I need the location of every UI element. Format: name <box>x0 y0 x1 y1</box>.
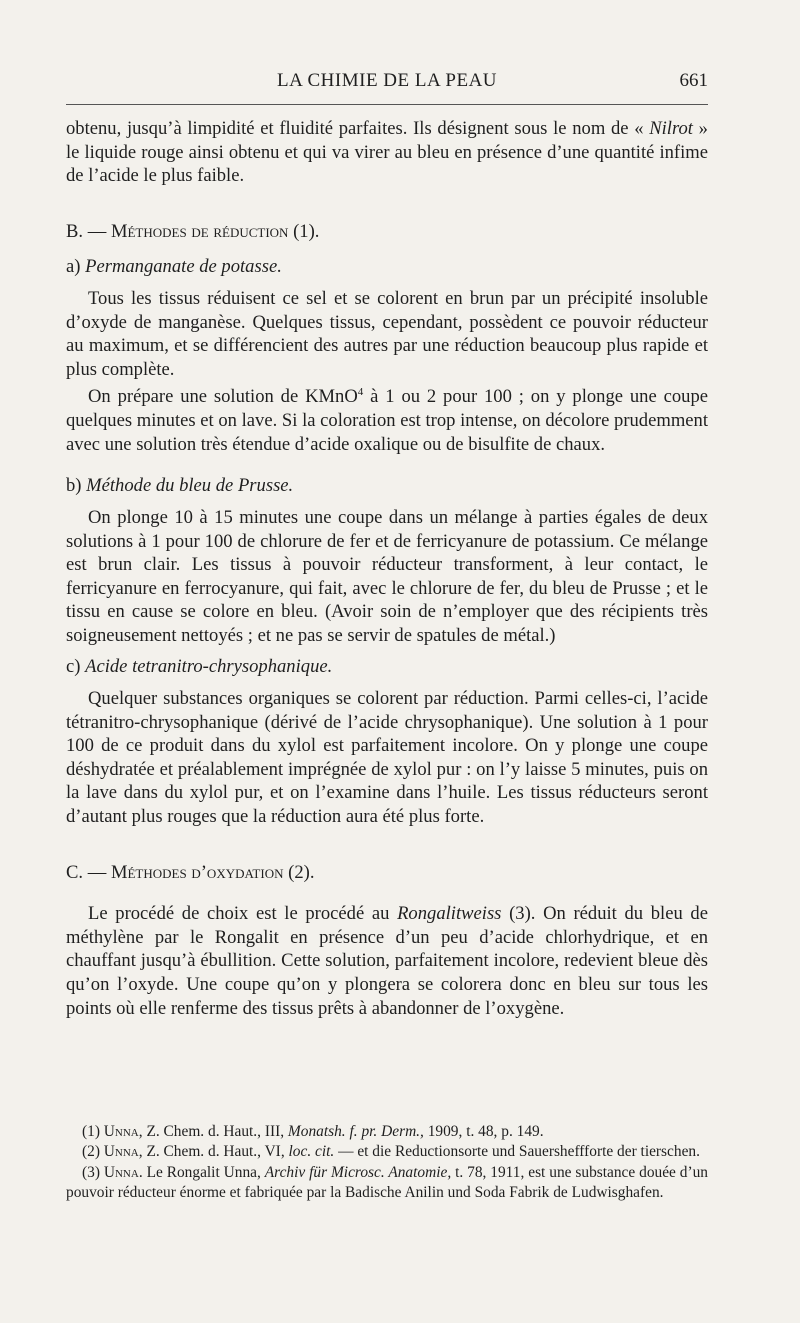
text-run: , Z. Chem. d. Haut., III, <box>138 1123 288 1140</box>
footnote-number: (1) <box>82 1123 104 1140</box>
text-run: obtenu, jusqu’à limpidité et fluidité parfaites. Ils désignent sous le nom de « <box>66 118 650 139</box>
paragraph-continued <box>66 117 708 188</box>
sub-label: c) <box>66 656 86 678</box>
running-header <box>66 70 708 100</box>
text-run: . Le Rongalit Unna, <box>138 1163 265 1181</box>
footnote-journal: Monatsh. f. pr. Derm., <box>287 1123 424 1140</box>
footnote-journal: Archiv für Microsc. Anatomie, <box>264 1163 452 1181</box>
text-run: — et die Reductionsorte und Sauersheffforte der tierschen. <box>334 1143 700 1161</box>
sub-label: a) <box>66 256 86 278</box>
footnote-1 <box>66 1122 708 1142</box>
italic-term: Nilrot <box>649 118 693 139</box>
section-title: Méthodes de réduction <box>110 220 289 242</box>
footnote-2 <box>66 1142 708 1162</box>
paragraph: On plonge 10 à 15 minutes une coupe dans un mélange à parties égales de deux solutions à 1 pour 100 de chlorure de fer et de ferricyanure de potassium. Ce mélange est brun clair. Les tissus à pouvoir réducteur transforment, à leur contact, le ferricyanure en ferrocyanure, qui fait, avec le chlorure de fer, du bleu de Prusse ; et le tissu en cause se colore en bleu. (Avoir soin de n’employer que des récipients très soigneusement nettoyés ; et ne pas se servir de spatules de métal.) <box>66 506 708 646</box>
section-heading-c <box>66 861 708 885</box>
footnote-ref: (1). <box>288 220 320 242</box>
text-run: On prépare une solution de KMnO <box>88 386 358 408</box>
paragraph: Quelquer substances organiques se colorent par réduction. Parmi celles-ci, l’acide tétranitro-chrysophanique (dérivé de l’acide chrysophanique). Une solution à 1 pour 100 de ce produit dans du xylol est parfaitement incolore. On y plonge une coupe déshydratée et préalablement imprégnée de xylol pur : on l’y laisse 5 minutes, puis on la lave dans du xylol pur, et on l’examine dans l’huile. Les tissus réducteurs seront d’autant plus rouges que la réduction aura été plus forte. <box>66 688 708 828</box>
section-title: Méthodes d’oxydation <box>110 861 284 883</box>
sub-title: Méthode du bleu de Prusse. <box>86 475 294 497</box>
footnotes <box>66 1122 708 1204</box>
section-prefix: B. — <box>66 220 111 242</box>
footnote-number: (2) <box>82 1143 104 1161</box>
footnote-3 <box>66 1163 708 1204</box>
section-heading-b <box>66 220 708 244</box>
paragraph: Tous les tissus réduisent ce sel et se colorent en brun par un précipité insoluble d’oxyde de manganèse. Quelques tissus, cependant, possèdent ce pouvoir réducteur au maximum, et se différencient des autres par une réduction beaucoup plus rapide et plus complète. <box>66 287 708 380</box>
text-run: Le procédé de choix est le procédé au <box>88 903 398 925</box>
footnote-ref: (2). <box>283 861 315 883</box>
text-run: (3). On réduit du bleu de méthylène par le Rongalit en présence d’un peu d’acide chlorhydrique, et en chauffant jusqu’à ébullition. Cette solution, parfaitement incolore, redevient bleue dès qu’on l’oxyde. Une coupe qu’on y plongera se colorera donc en bleu sur tous les points où elle renferme des tissus prêts à abandonner de l’oxygène. <box>66 903 708 1019</box>
footnote-journal: loc. cit. <box>288 1143 335 1161</box>
paragraph <box>66 381 708 456</box>
body-text <box>66 117 708 1020</box>
footnote-author: Unna <box>103 1123 139 1140</box>
subheading-a <box>66 255 708 279</box>
sub-title: Permanganate de potasse. <box>85 256 282 278</box>
text-run: t. 78, 1911, est une substance douée d’un pouvoir réducteur énorme et fabriquée par la Badische Anilin und Soda Fabrik de Ludwisghafen. <box>66 1163 708 1202</box>
subheading-c <box>66 655 708 679</box>
paragraph <box>66 902 708 1020</box>
italic-term: Rongalitweiss <box>397 903 502 925</box>
sub-title: Acide tetranitro-chrysophanique. <box>85 656 333 678</box>
sub-label: b) <box>66 475 87 497</box>
superscript: 4 <box>357 386 364 399</box>
text-run: » le liquide rouge ainsi obtenu et qui va virer au bleu en présence d’une quantité infime de l’acide le plus faible. <box>66 118 708 187</box>
text-run: à 1 ou 2 pour 100 ; on y plonge une coupe quelques minutes et on lave. Si la coloration est trop intense, on décolore prudemment avec une solution très étendue d’acide oxalique ou de bisulfite de chaux. <box>66 386 708 455</box>
section-prefix: C. — <box>66 861 111 883</box>
text-run: , Z. Chem. d. Haut., VI, <box>138 1143 289 1161</box>
text-run: 1909, t. 48, p. 149. <box>423 1123 544 1140</box>
footnote-number: (3) <box>82 1163 104 1181</box>
subheading-b <box>66 474 708 498</box>
header-rule <box>66 104 708 105</box>
footnote-author: Unna <box>103 1143 139 1161</box>
footnote-author: Unna <box>103 1163 139 1181</box>
page-number: 661 <box>679 70 708 91</box>
running-title: LA CHIMIE DE LA PEAU <box>276 70 498 91</box>
